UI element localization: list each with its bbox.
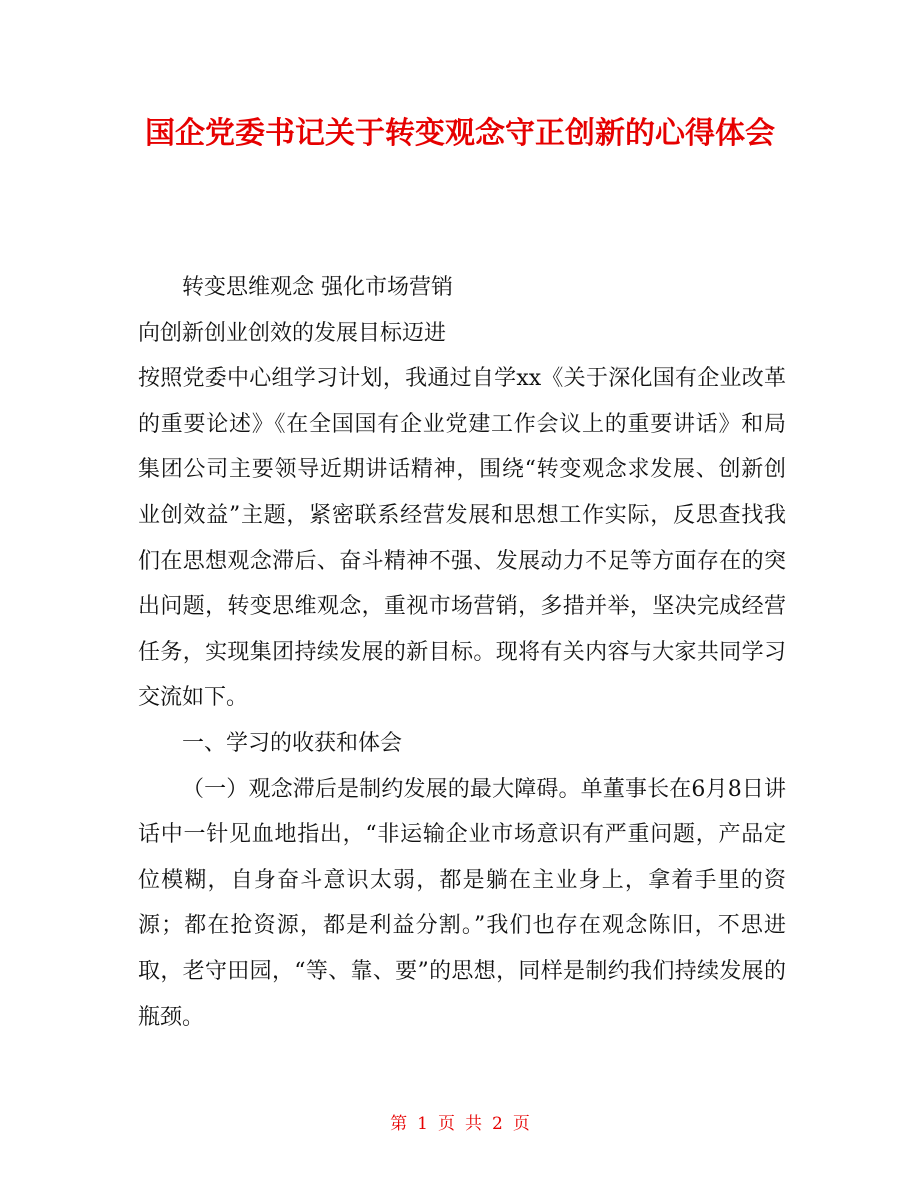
page-footer [0,1112,920,1136]
footer-label-total: 共 [465,1114,482,1134]
subtitle-line-2: 向创新创业创效的发展目标迈进 [138,320,447,346]
footer-label-unit-end: 页 [512,1114,530,1134]
document-title: 国企党委书记关于转变观念守正创新的心得体会 [145,116,775,151]
footer-total-pages: 2 [492,1114,503,1134]
footer-label-page: 第 [390,1114,408,1134]
section-heading: 一、学习的收获和体会 [182,730,403,756]
document-body [138,265,786,1040]
subtitle-line-1: 转变思维观念 强化市场营销 [182,275,453,300]
intro-paragraph: 按照党委中心组学习计划，我通过自学xx《关于深化国有企业改革的重要论述》《在全国国有企业党建工作会议上的重要讲话》和局集团公司主要领导近期讲话精神，围绕“转变观念求发展、创新创业创效益”主题，紧密联系经营发展和思想工作实际，反思查找我们在思想观念滞后、奋斗精神不强、发展动力不足等方面存在的突出问题，转变思维观念，重视市场营销，多措并举，坚决完成经营任务，实现集团持续发展的新目标。现将有关内容与大家共同学习交流如下。 [138,366,786,711]
footer-current-page: 1 [417,1114,428,1134]
footer-label-unit: 页 [438,1114,455,1134]
section-paragraph: （一）观念滞后是制约发展的最大障碍。单董事长在6月8日讲话中一针见血地指出，“非运输企业市场意识有严重问题，产品定位模糊，自身奋斗意识太弱，都是躺在主业身上，拿着手里的资源；都在抢资源，都是利益分割。”我们也存在观念陈旧，不思进取，老守田园，“等、靠、要”的思想，同样是制约我们持续发展的瓶颈。 [138,776,786,1030]
